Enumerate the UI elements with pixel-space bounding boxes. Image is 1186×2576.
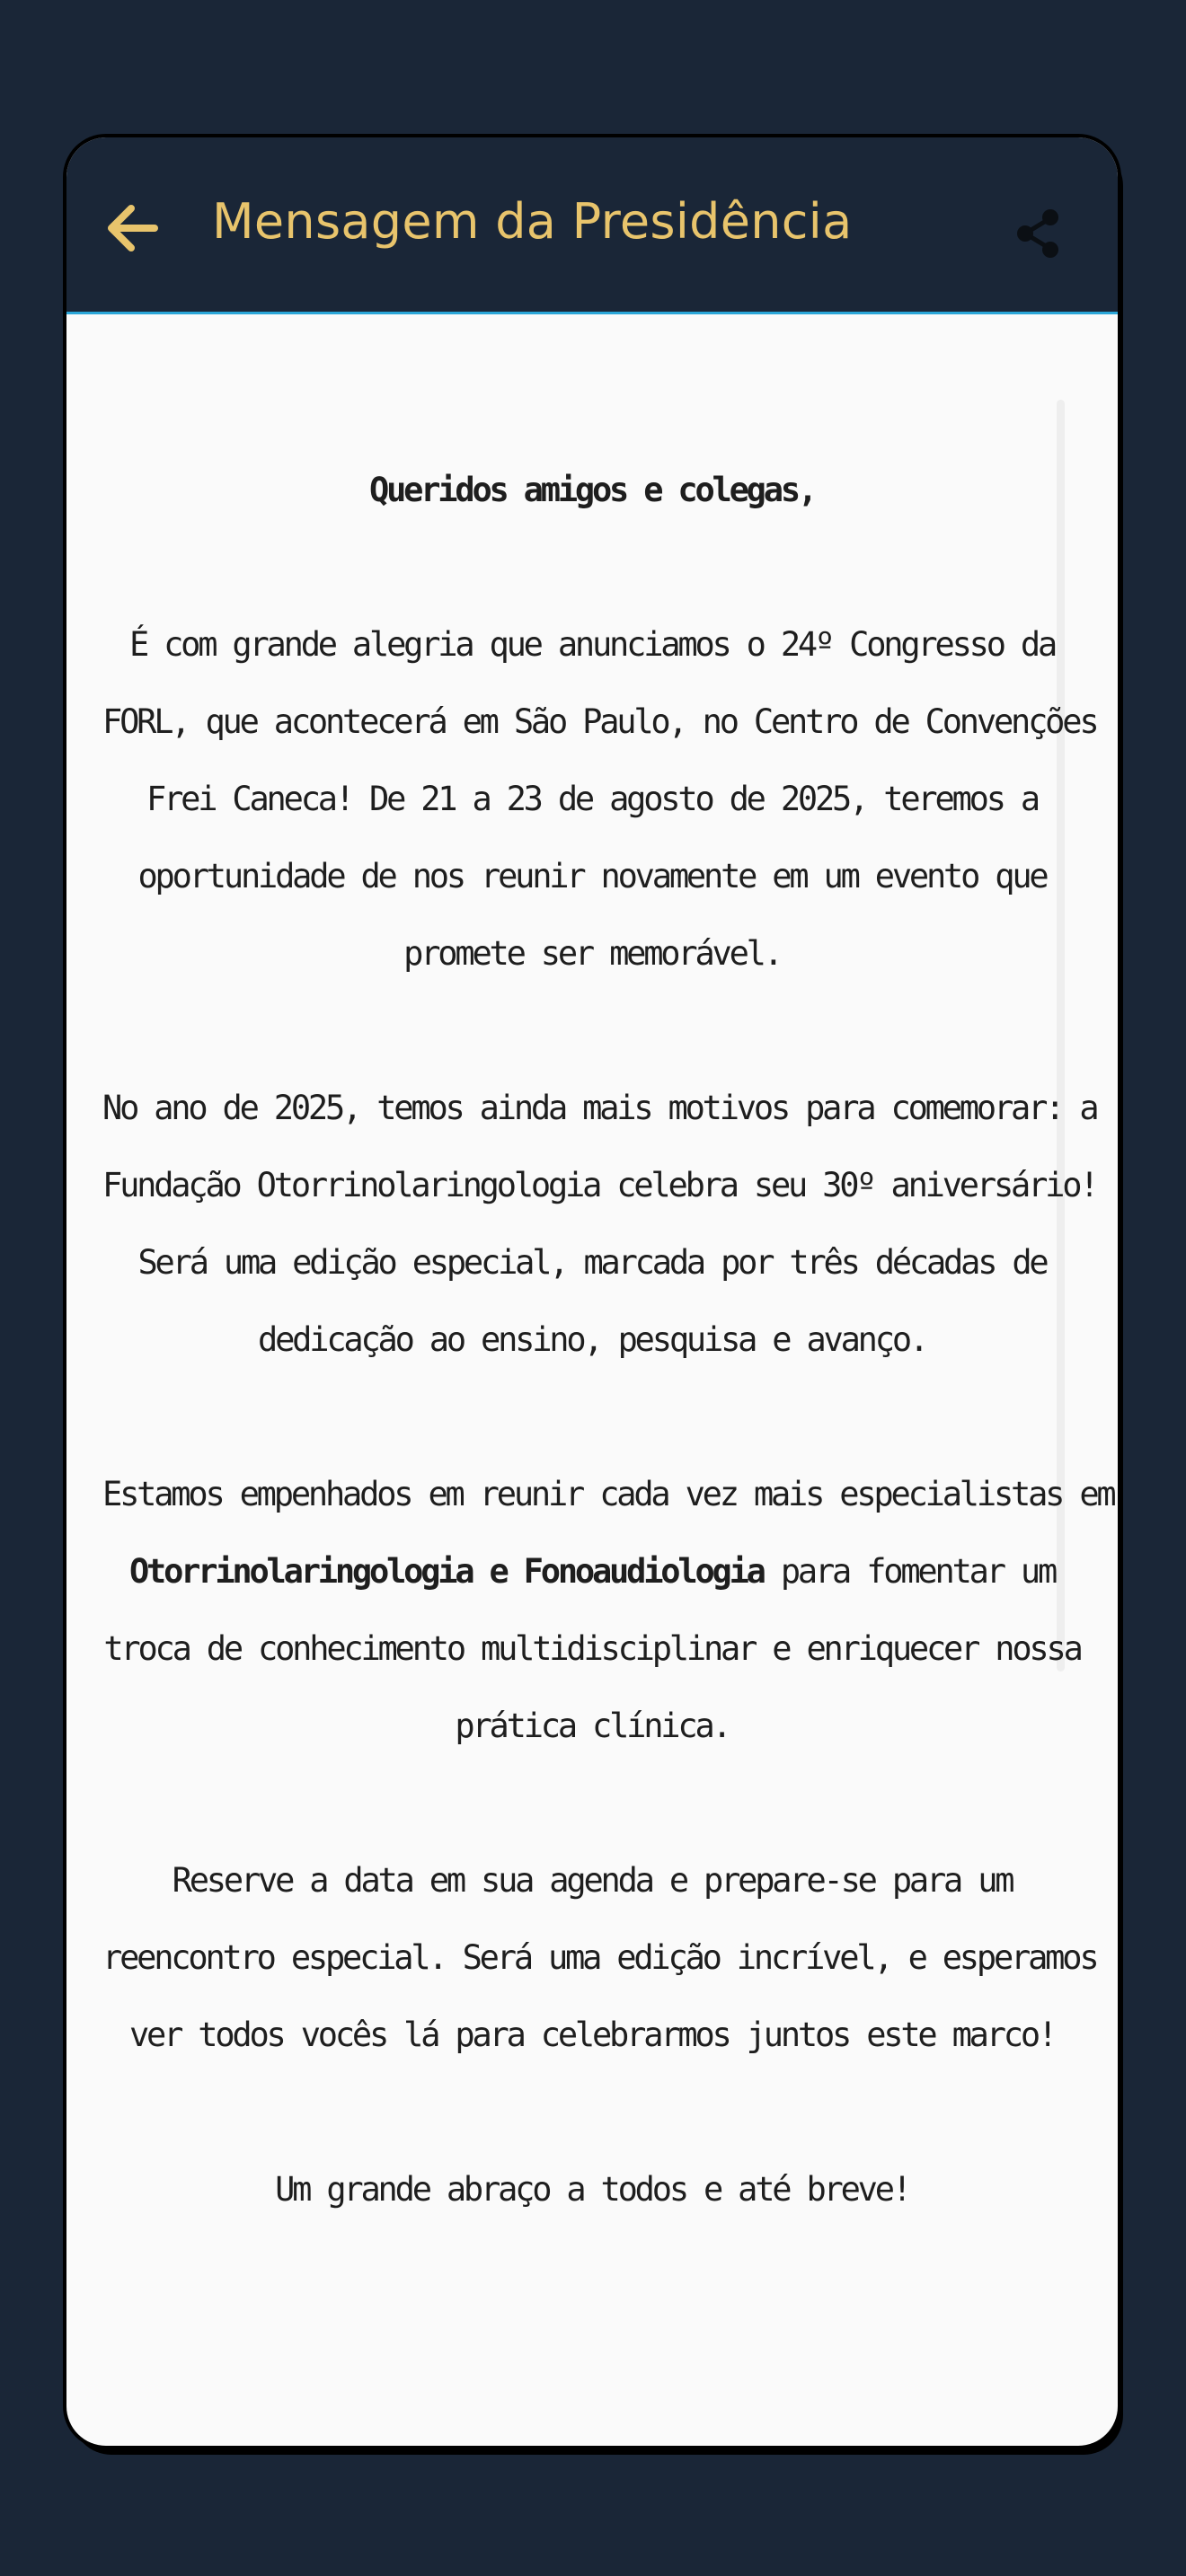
paragraph-1-line: FORL, que acontecerá em São Paulo, no Centro de Convenções — [102, 702, 1097, 741]
message-body — [102, 452, 1114, 2228]
paragraph-4-line: Reserve a data em sua agenda e prepare-se para um — [172, 1861, 1013, 1900]
greeting: Queridos amigos e colegas, — [369, 471, 815, 509]
paragraph-1-line: É com grande alegria que anunciamos o 24º Congresso da — [128, 625, 1056, 664]
message-card — [66, 137, 1118, 2446]
paragraph-4-line: ver todos vocês lá para celebrarmos juntos este marco! — [128, 2016, 1056, 2054]
highlight-specialties: Otorrinolaringologia e Fonoaudiologia — [128, 1552, 764, 1591]
share-icon[interactable] — [1014, 207, 1061, 260]
paragraph-3-text: para fomentar um — [763, 1552, 1056, 1591]
paragraph-3-line: prática clínica. — [455, 1707, 730, 1745]
paragraph-1-line: Frei Caneca! De 21 a 23 de agosto de 2025, teremos a — [146, 780, 1038, 818]
paragraph-2-line: dedicação ao ensino, pesquisa e avanço. — [258, 1320, 926, 1359]
paragraph-4-line: reencontro especial. Será uma edição incrível, e esperamos — [102, 1938, 1097, 1977]
paragraph-2-line: No ano de 2025, temos ainda mais motivos para comemorar: a — [102, 1089, 1097, 1127]
paragraph-2-line: Será uma edição especial, marcada por três décadas de — [137, 1243, 1047, 1282]
paragraph-3-line: Estamos empenhados em reunir cada vez mais especialistas em — [102, 1475, 1114, 1513]
paragraph-3-line: troca de conhecimento multidisciplinar e enriquecer nossa — [103, 1629, 1081, 1668]
paragraph-1-line: oportunidade de nos reunir novamente em um evento que — [137, 857, 1047, 895]
paragraph-3-line — [102, 1533, 1082, 1610]
page-title: Mensagem da Presidência — [212, 193, 853, 250]
arrow-left-icon[interactable] — [101, 197, 164, 260]
paragraph-1-line: promete ser memorável. — [403, 934, 781, 973]
closing-line: Um grande abraço a todos e até breve! — [275, 2170, 909, 2209]
app-header — [66, 137, 1118, 314]
paragraph-2-line: Fundação Otorrinolaringologia celebra seu 30º aniversário! — [102, 1166, 1097, 1204]
